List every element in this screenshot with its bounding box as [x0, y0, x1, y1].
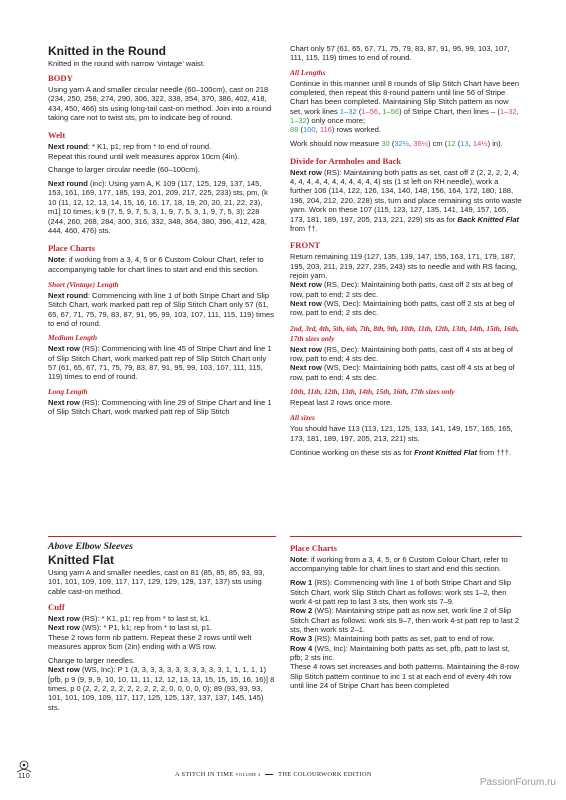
- place-charts-note: Note: if working from a 3, 4, 5 or 6 Custom Colour Chart, refer to accompanying table for chart lines to start and end this section.: [48, 255, 264, 274]
- divide-heading: Divide for Armholes and Back: [290, 155, 402, 166]
- footer-book-title: A STITCH IN TIME VOLUME 3 THE COLOURWORK EDITION: [175, 771, 372, 778]
- front-row-1: Next row (RS, Dec): Maintaining both patts, cast off 2 sts at beg of row, patt to end; 2 sts dec.: [290, 280, 514, 299]
- divide-text: Next row (RS): Maintaining both patts as set, cast off 2 (2, 2, 2, 2, 4, 4, 4, 4, 4, 4, 4, 4, 4, 4, 4, 4) sts (1 st left on RH needle), work a further 106 (114, 122, 126, 134, 140, 148, 156, 164, 172, 180, 188, 196, 204, 212, 220, 228) sts, turn and place remaining sts onto waste yarn. Work on these 107 (115, 123, 127, 135, 141, 149, 157, 165, 173, 181, 189, 197, 205, 213, 221, 229) sts as for Back Knitted Flat from ††.: [290, 167, 522, 233]
- all-sizes-text: You should have 113 (113, 121, 125, 133, 141, 149, 157, 165, 165, 173, 181, 189, 197, 205, 213, 221) sts.: [290, 424, 513, 443]
- section-intro: Knitted in the round with narrow ‘vintage’ waist.: [48, 59, 206, 68]
- long-length-heading: Long Length: [48, 386, 88, 396]
- inc-instruction: Next round (inc): Using yarn A, K 109 (117, 125, 129, 137, 145, 153, 161, 169, 177, 185, 193, 201, 209, 217, 225, 233) sts, pm, (k 10 (11, 12, 12, 13, 14, 15, 16, 16, 17, 18, 19, 20, 20, 21, 22, 23), m1] 10 times, k 9 (7, 5, 9, 7, 5, 3, 1, 9, 7, 5, 3, 1, 9, 7, 5, 3); 228 (244, 260, 268, 284, 300, 316, 332, 348, 364, 380, 396, 412, 428, 444, 460, 476) sts.: [48, 179, 268, 235]
- left-column: [48, 44, 276, 421]
- footer-ornament: [14, 760, 34, 774]
- continued-text: Chart only 57 (61, 65, 67, 71, 75, 79, 83, 87, 91, 95, 99, 103, 107, 111, 115, 119) times to end of round.: [290, 44, 510, 63]
- sleeves-row-1: Row 1 (RS): Commencing with line 1 of both Stripe Chart and Slip Stitch Chart, work Slip Stitch Chart as follows: work sts 1–2, then work 4-st patt rep to last 3 sts, then work sts 7–9.: [290, 578, 512, 607]
- sleeves-row-4: Row 4 (WS, Inc): Maintaining both patts as set, pfb, patt to last st, pfb; 2 sts inc.: [290, 643, 510, 663]
- page-number: 110: [18, 773, 31, 780]
- welt-instruction: Next round: * K1, p1; rep from * to end of round. Repeat this round until welt measures approx 10cm (4in).: [48, 142, 240, 161]
- sleeves-section-heading: Above Elbow Sleeves: [48, 541, 133, 552]
- body-text: Using yarn A and smaller circular needle (60–100cm), cast on 218 (234, 250, 258, 274, 290, 306, 322, 338, 354, 370, 386, 402, 418, 434, 450, 466) sts using long-tail cast-on method. Join into a round taking care not to twist sts, pm to indicate beg of round.: [48, 85, 272, 123]
- welt-heading: Welt: [48, 130, 66, 141]
- front-row-2: Next row (WS, Dec): Maintaining both patts, cast off 2 sts at beg of row, patt to end; 2 sts dec.: [290, 298, 515, 318]
- sleeves-left-column: [48, 541, 276, 717]
- medium-length-heading: Medium Length: [48, 333, 98, 343]
- cuff-heading: Cuff: [48, 602, 65, 613]
- cuff-row-1: Next row (RS): * K1, p1; rep from * to last st, k1.: [48, 614, 211, 624]
- short-length-text: Next round: Commencing with line 1 of both Stripe Chart and Slip Stitch Chart, work marked patt rep of Slip Stitch Chart only 57 (61, 65, 67, 71, 75, 79, 83, 87, 91, 95, 99, 103, 107, 111, 115, 119) times to end of round.: [48, 290, 275, 328]
- divider-right: [290, 536, 522, 537]
- sizes-heading-b: 10th, 11th, 12th, 13th, 14th, 15th, 16th, 17th sizes only: [290, 386, 455, 396]
- section-title: Knitted in the Round: [48, 44, 166, 58]
- short-length-heading: Short (Vintage) Length: [48, 279, 119, 289]
- sizes-a-row-1: Next row (RS, Dec): Maintaining both patts, cast off 4 sts at beg of row, patt to end; 4 sts dec.: [290, 344, 514, 363]
- place-charts-heading: Place Charts: [48, 243, 96, 254]
- measure-text: Work should now measure 30 (32½, 36½) cm (12 (13, 14½) in).: [290, 139, 503, 149]
- sleeves-row-2: Row 2 (WS): Maintaining stripe patt as now set, work line 2 of Slip Stitch Chart as follows: work sts 9–7, then work 4-st patt rep to last 2 sts, then work sts 2–1.: [290, 606, 520, 635]
- cuff-text: These 2 rows form rib pattern. Repeat these 2 rows until welt measures approx 5cm (2in) ending with a WS row.: [48, 632, 252, 652]
- change-needles-text: Change to larger needles.: [48, 656, 135, 666]
- medium-length-text: Next row (RS): Commencing with line 45 of Stripe Chart and line 1 of Slip Stitch Chart, work marked patt rep of Slip Stitch Chart only 57 (61, 65, 67, 71, 75, 79, 83, 87, 91, 95, 99, 103, 107, 111, 115, 119) times to end of round.: [48, 344, 272, 382]
- continue-text: Continue working on these sts as for Front Knitted Flat from †††.: [290, 447, 512, 457]
- front-heading: FRONT: [290, 240, 321, 251]
- sizes-a-row-2: Next row (WS, Dec): Maintaining both patts, cast off 4 sts at beg of row, patt to end; 4 sts dec.: [290, 363, 515, 382]
- all-lengths-heading: All Lengths: [290, 67, 326, 77]
- sizes-b-text: Repeat last 2 rows once more.: [290, 397, 393, 407]
- sleeves-inc-text: Next row (WS, Inc): P 1 (3, 3, 3, 3, 3, 3, 3, 3, 3, 3, 3, 1, 1, 1, 1, 1) [pfb, p 9 (9, 9, 9, 10, 10, 11, 11, 12, 12, 13, 13, 15, 15, 15, 16, 16)] 8 times, p 0 (2, 2, 2, 2, 2, 2, 2, 2, 2, 2, 0, 0, 0, 0, 0); 89 (93, 93, 93, 101, 101, 109, 109, 117, 117, 125, 125, 137, 137, 137, 145, 145) sts.: [48, 665, 275, 712]
- sleeves-title: Knitted Flat: [48, 553, 114, 567]
- right-column: [290, 44, 522, 462]
- cuff-row-2: Next row (WS): * P1, k1; rep from * to last st, p1.: [48, 623, 212, 633]
- divider-left: [48, 536, 276, 537]
- sleeves-row-3: Row 3 (RS): Maintaining both patts as set, patt to end of row.: [290, 634, 495, 644]
- ornament-icon: [14, 760, 34, 774]
- all-lengths-text: Continue in this manner until 8 rounds of Slip Stitch Chart have been completed, then repeat this 8-round pattern until line 56 of Stripe Chart has been completed. Maintaining Slip Stitch pattern as now set, work lines 1–32 (1–56, 1–56) of Stripe Chart, then lines – (1–32, 1–32) only once more; 88 (100, 116) rows worked.: [290, 78, 520, 135]
- front-text: Return remaining 119 (127, 135, 139, 147, 155, 163, 171, 179, 187, 195, 203, 211, 219, 227, 235, 243) sts to needle and with RS facing, rejoin yarn.: [290, 252, 518, 280]
- long-length-text: Next row (RS): Commencing with line 29 of Stripe Chart and line 1 of Slip Stitch Chart, work marked patt rep of Slip Stitch: [48, 397, 272, 416]
- sleeves-place-note: Note: if working from a 3, 4, 5, or 6 Custom Colour Chart, refer to accompanying table for chart lines to start and end this section.: [290, 555, 508, 574]
- body-heading: BODY: [48, 73, 73, 84]
- sizes-heading-a: 2nd, 3rd, 4th, 5th, 6th, 7th, 8th, 9th, 10th, 11th, 12th, 13th, 14th, 15th, 16th, 17th sizes only: [290, 323, 519, 343]
- watermark: PassionForum.ru: [479, 777, 556, 788]
- sleeves-intro: Using yarn A and smaller needles, cast on 81 (85, 85, 85, 93, 93, 101, 101, 109, 109, 117, 117, 129, 129, 129, 137, 137) sts using cable cast-on method.: [48, 568, 265, 596]
- all-sizes-heading: All sizes: [290, 413, 315, 423]
- change-needle-text: Change to larger circular needle (60–100cm).: [48, 165, 200, 175]
- sleeves-right-column: [290, 543, 522, 695]
- sleeves-closing: These 4 rows set increases and both patterns. Maintaining the 8-row Slip Stitch pattern continue to inc 1 st at each end of every 4th row until line 24 of Stripe Chart has been completed: [290, 662, 520, 691]
- sleeves-place-heading: Place Charts: [290, 543, 338, 553]
